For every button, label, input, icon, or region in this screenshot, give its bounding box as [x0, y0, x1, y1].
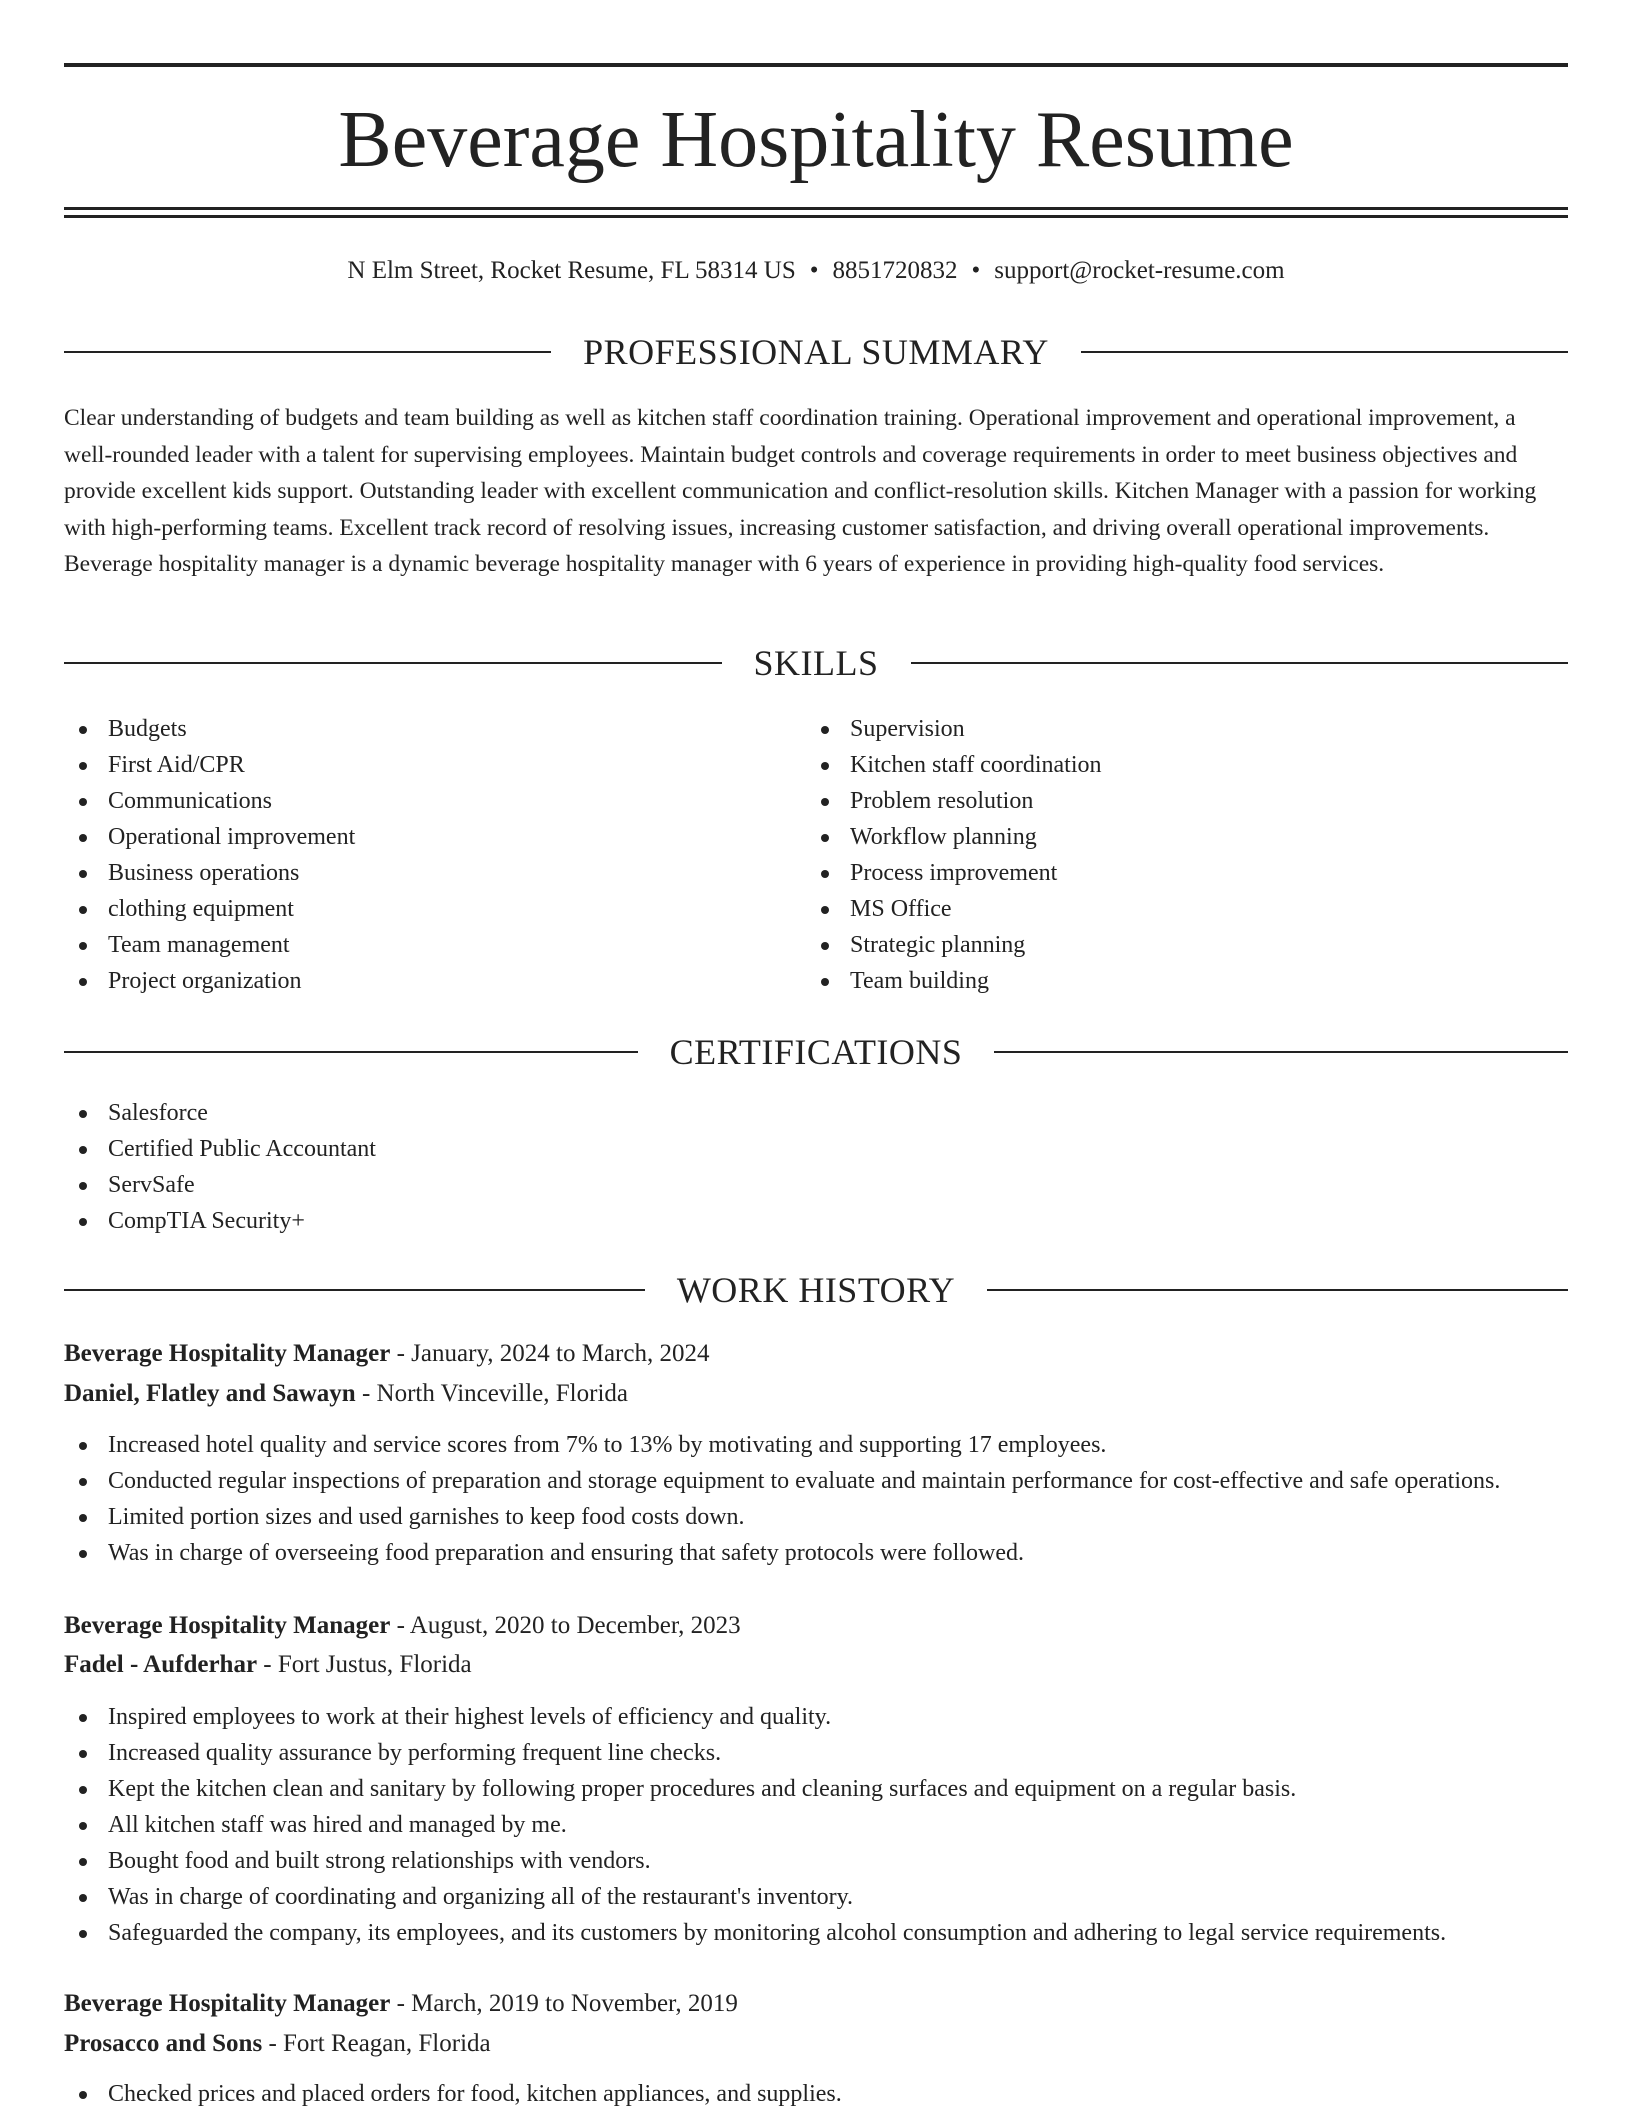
job-company: Fadel - Aufderhar: [64, 1651, 258, 1678]
job-title-line: [64, 1985, 1568, 2023]
heading-rule-right: [1081, 351, 1568, 353]
summary-heading-text: PROFESSIONAL SUMMARY: [583, 332, 1049, 372]
skill-item: clothing equipment: [64, 891, 355, 927]
skills-heading: [64, 641, 1568, 685]
skill-item: MS Office: [806, 891, 1101, 927]
contact-separator: •: [971, 257, 981, 284]
contact-email: support@rocket-resume.com: [994, 257, 1285, 284]
skill-item: Strategic planning: [806, 927, 1101, 963]
job-bullets: [64, 1427, 1500, 1571]
header-top-rule: [64, 63, 1568, 67]
job-bullet: Inspired employees to work at their highest levels of efficiency and quality.: [64, 1699, 1446, 1735]
job-dates: - March, 2019 to November, 2019: [390, 1990, 738, 2017]
job-bullet: Kept the kitchen clean and sanitary by following proper procedures and cleaning surfaces and equipment on a regular basis.: [64, 1771, 1446, 1807]
skill-item: Team management: [64, 927, 355, 963]
job-company-line: [64, 1375, 1568, 1413]
skill-item: Budgets: [64, 711, 355, 747]
job-bullet: Increased quality assurance by performing frequent line checks.: [64, 1735, 1446, 1771]
work-history-heading-text: WORK HISTORY: [676, 1270, 956, 1310]
heading-rule-left: [64, 1289, 645, 1291]
contact-address: N Elm Street, Rocket Resume, FL 58314 US: [347, 257, 796, 284]
job-bullet: All kitchen staff was hired and managed by me.: [64, 1807, 1446, 1843]
certifications-list: [64, 1095, 376, 1239]
job-bullet: Safeguarded the company, its employees, and its customers by monitoring alcohol consumption and adhering to legal service requirements.: [64, 1915, 1446, 1951]
resume-title: Beverage Hospitality Resume: [338, 96, 1294, 184]
job-title: Beverage Hospitality Manager: [64, 1340, 391, 1367]
work-history-heading: [64, 1268, 1568, 1312]
certification-item: ServSafe: [64, 1167, 376, 1203]
heading-rule-left: [64, 1051, 638, 1053]
certification-item: CompTIA Security+: [64, 1203, 376, 1239]
job-location: - North Vinceville, Florida: [355, 1380, 628, 1407]
certifications-heading: [64, 1030, 1568, 1074]
heading-rule-right: [987, 1289, 1568, 1291]
skill-item: First Aid/CPR: [64, 747, 355, 783]
job-bullet: Limited portion sizes and used garnishes to keep food costs down.: [64, 1499, 1500, 1535]
heading-rule-left: [64, 351, 551, 353]
job-bullet: Conducted regular inspections of preparation and storage equipment to evaluate and maintain performance for cost-effective and safe operations.: [64, 1463, 1500, 1499]
job-company-line: [64, 2025, 1568, 2063]
summary-heading: [64, 330, 1568, 374]
contact-separator: •: [809, 257, 819, 284]
job-company: Prosacco and Sons: [64, 2030, 263, 2057]
job-title: Beverage Hospitality Manager: [64, 1990, 391, 2017]
header-double-rule-lower: [64, 215, 1568, 218]
skill-item: Communications: [64, 783, 355, 819]
heading-rule-right: [911, 662, 1569, 664]
header-double-rule-upper: [64, 207, 1568, 210]
heading-rule-right: [994, 1051, 1568, 1053]
skill-item: Business operations: [64, 855, 355, 891]
job-title-line: [64, 1335, 1568, 1373]
job-bullet: Bought food and built strong relationships with vendors.: [64, 1843, 1446, 1879]
skill-item: Problem resolution: [806, 783, 1101, 819]
job-bullets: [64, 1699, 1446, 1951]
job-bullet: Was in charge of overseeing food preparation and ensuring that safety protocols were followed.: [64, 1535, 1500, 1571]
skill-item: Operational improvement: [64, 819, 355, 855]
summary-paragraph: Clear understanding of budgets and team building as well as kitchen staff coordination training. Operational improvement and operational improvement, a well-rounded leader with a talent for supervising employees. Maintain budget controls and coverage requirements in order to meet business objectives and provide excellent kids support. Outstanding leader with excellent communication and conflict-resolution skills. Kitchen Manager with a passion for working with high-performing teams. Excellent track record of resolving issues, increasing customer satisfaction, and driving overall operational improvements. Beverage hospitality manager is a dynamic beverage hospitality manager with 6 years of experience in providing high-quality food services.: [64, 405, 1537, 577]
skills-list-left: [64, 711, 355, 999]
job-dates: - January, 2024 to March, 2024: [390, 1340, 710, 1367]
job-bullet: Increased hotel quality and service scores from 7% to 13% by motivating and supporting 17 employees.: [64, 1427, 1500, 1463]
skills-heading-text: SKILLS: [753, 643, 879, 683]
job-company-line: [64, 1646, 1568, 1684]
skill-item: Project organization: [64, 963, 355, 999]
contact-line: [64, 254, 1568, 288]
job-title: Beverage Hospitality Manager: [64, 1612, 391, 1639]
heading-rule-left: [64, 662, 722, 664]
job-dates: - August, 2020 to December, 2023: [390, 1612, 741, 1639]
job-bullets: [64, 2076, 842, 2112]
job-company: Daniel, Flatley and Sawayn: [64, 1380, 356, 1407]
skill-item: Team building: [806, 963, 1101, 999]
skills-list-right: [806, 711, 1101, 999]
skill-item: Workflow planning: [806, 819, 1101, 855]
job-location: - Fort Reagan, Florida: [262, 2030, 491, 2057]
job-location: - Fort Justus, Florida: [257, 1651, 472, 1678]
job-bullet: Checked prices and placed orders for food, kitchen appliances, and supplies.: [64, 2076, 842, 2112]
job-title-line: [64, 1607, 1568, 1645]
skill-item: Kitchen staff coordination: [806, 747, 1101, 783]
skill-item: Process improvement: [806, 855, 1101, 891]
certification-item: Salesforce: [64, 1095, 376, 1131]
contact-phone: 8851720832: [832, 257, 958, 284]
certification-item: Certified Public Accountant: [64, 1131, 376, 1167]
skill-item: Supervision: [806, 711, 1101, 747]
certifications-heading-text: CERTIFICATIONS: [669, 1032, 963, 1072]
job-bullet: Was in charge of coordinating and organizing all of the restaurant's inventory.: [64, 1879, 1446, 1915]
